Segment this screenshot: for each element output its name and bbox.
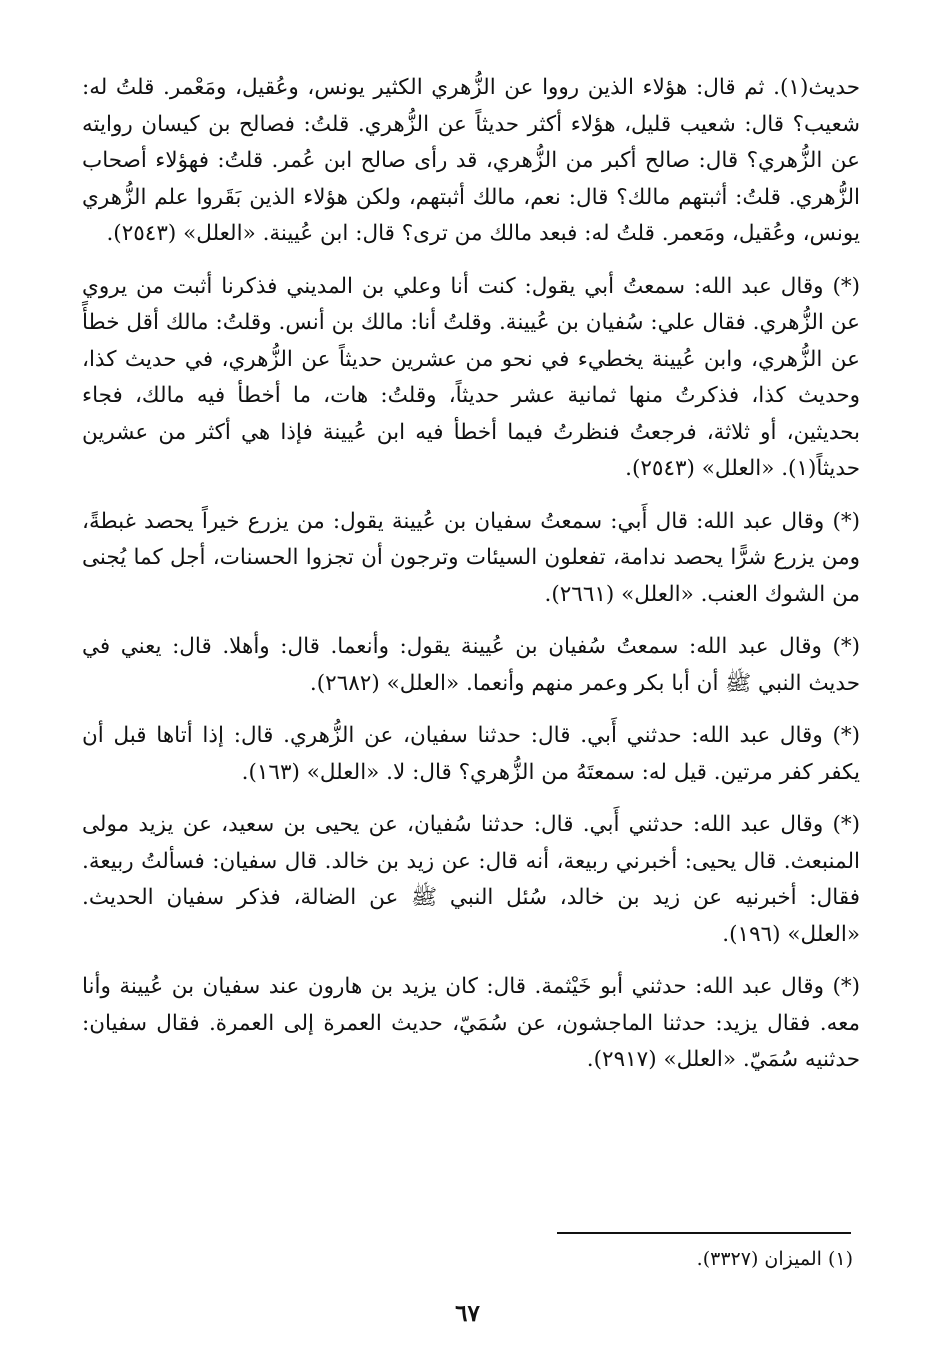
footnote: (١) الميزان (٣٣٢٧). [696, 1248, 853, 1270]
page-body [82, 70, 860, 1079]
paragraph-1: حديث(١). ثم قال: هؤلاء الذين رووا عن الزُّهري الكثير يونس، وعُقيل، ومَعْمر. قلتُ له: شعيب؟ قال: شعيب قليل، هؤلاء أكثر حديثاً عن الزُّهري. قلتُ: فصالح بن كيسان روايته عن الزُّهري؟ قال: صالح أكبر من الزُّهري، قد رأى صالح ابن عُمر. قلتُ: فهؤلاء أصحاب الزُّهري. قلتُ: أثبتهم مالك؟ قال: نعم، مالك أثبتهم، ولكن هؤلاء الذين بَقَروا علم الزُّهري يونس، وعُقيل، ومَعمر. قلتُ له: فبعد مالك من ترى؟ قال: ابن عُيينة. «العلل» (٢٥٤٣). [82, 75, 860, 246]
paragraph-6: (*) وقال عبد الله: حدثني أَبي. قال: حدثنا سُفيان، عن يحيى بن سعيد، عن يزيد مولى المنبعث. قال يحيى: أخبرني ربيعة، أنه قال: عن زيد بن خالد. قال سفيان: فسألتُ ربيعة. فقال: أخبرنيه عن زيد بن خالد، سُئل النبي ﷺ عن الضالة، فذكر سفيان الحديث. «العلل» (١٩٦). [82, 812, 860, 947]
paragraph-5: (*) وقال عبد الله: حدثني أَبي. قال: حدثنا سفيان، عن الزُّهري. قال: إذا أتاها قبل أن يكفر كفر مرتين. قيل له: سمعتَهُ من الزُّهري؟ قال: لا. «العلل» (١٦٣). [82, 723, 860, 785]
footnote-divider [557, 1232, 851, 1234]
paragraph-3: (*) وقال عبد الله: قال أَبي: سمعتُ سفيان بن عُيينة يقول: من يزرع خيراً يحصد غبطةً، ومن يزرع شرًّا يحصد ندامة، تفعلون السيئات وترجون أن تجزوا الحسنات، أجل كما يُجنى من الشوك العنب. «العلل» (٢٦٦١). [82, 508, 860, 607]
paragraph-7: (*) وقال عبد الله: حدثني أبو خَيْثمة. قال: كان يزيد بن هارون عند سفيان بن عُيينة وأنا معه. فقال يزيد: حدثنا الماجشون، عن سُمَيّ، حديث العمرة إلى العمرة. فقال سفيان: حدثنيه سُمَيّ. «العلل» (٢٩١٧). [82, 974, 860, 1072]
paragraph-2: (*) وقال عبد الله: سمعتُ أبي يقول: كنت أنا وعلي بن المديني فذكرنا أثبت من يروي عن الزُّهري. فقال علي: سُفيان بن عُيينة. وقلتُ أنا: مالك بن أنس. وقلتُ: مالك أقل خطأً عن الزُّهري، وابن عُيينة يخطيء في نحو من عشرين حديثاً عن الزُّهري، في حديث كذا، وحديث كذا، فذكرتُ منها ثمانية عشر حديثاً، وقلتُ: هات، ما أخطأ فيه مالك، فجاء بحديثين، أو ثلاثة، فرجعتُ فنظرتُ فيما أخطأ فيه ابن عُيينة فإذا هي أكثر من عشرين حديثاً(١). «العلل» (٢٥٤٣). [82, 273, 860, 481]
page-number: ٦٧ [455, 1300, 480, 1327]
paragraph-4: (*) وقال عبد الله: سمعتُ سُفيان بن عُيينة يقول: وأنعما. قال: وأهلا. قال: يعني في حديث النبي ﷺ أن أبا بكر وعمر منهم وأنعما. «العلل» (٢٦٨٢). [82, 634, 860, 696]
